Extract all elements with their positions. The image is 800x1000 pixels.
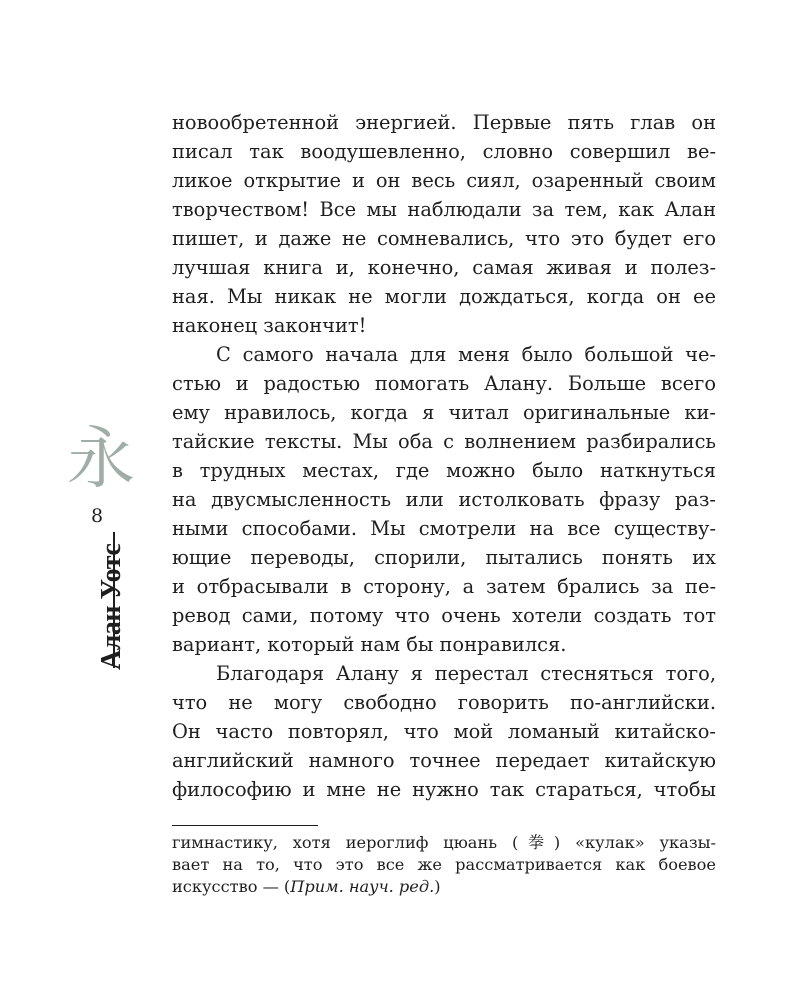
emblem-character: 永	[66, 420, 135, 499]
text-line: в трудных местах, где можно было наткнуться	[172, 459, 716, 482]
footnote-line: вает на то, что это все же рассматривается как боевое	[172, 855, 716, 874]
text-line: Благодаря Алану я перестал стесняться того,	[216, 662, 716, 685]
page-number: 8	[90, 505, 104, 527]
text-line: ему нравилось, когда я читал оригинальные ки-	[172, 401, 716, 424]
text-line: ревод сами, потому что очень хотели создать тот	[172, 604, 716, 627]
text-line: пишет, и даже не сомневались, что это будет его	[172, 227, 716, 250]
footnote-line	[172, 876, 716, 898]
text-line: ная. Мы никак не могли дождаться, когда он ее	[172, 285, 716, 308]
footnote-rule	[172, 825, 318, 826]
text-line: С самого начала для меня было большой че-	[216, 343, 716, 366]
text-line: ликое открытие и он весь сиял, озаренный своим	[172, 169, 716, 192]
text-line: и отбрасывали в сторону, а затем брались за пе-	[172, 575, 716, 598]
text-line: философию и мне не нужно так стараться, чтобы	[172, 778, 716, 801]
text-line: Он часто повторял, что мой ломаный китайско-	[172, 720, 716, 743]
body-text	[172, 108, 716, 804]
text-line: что не могу свободно говорить по-английски.	[172, 691, 716, 714]
footnote-line: гимнастику, хотя иероглиф цюань (拳) «кулак» указы-	[172, 833, 716, 852]
text-line: наконец закончит!	[172, 314, 367, 337]
editor-note: Прим. науч. ред.	[290, 877, 435, 896]
text-line: вариант, который нам бы понравился.	[172, 633, 567, 656]
text-line: на двусмысленность или истолковать фразу раз-	[172, 488, 716, 511]
footnote-text-end: )	[434, 877, 441, 896]
text-line: стью и радостью помогать Алану. Больше всего	[172, 372, 716, 395]
text-line: творчеством! Все мы наблюдали за тем, как Алан	[172, 198, 716, 221]
text-line: новообретенной энергией. Первые пять глав он	[172, 111, 716, 134]
text-line: английский намного точнее передает китайскую	[172, 749, 716, 772]
text-line: лучшая книга и, конечно, самая живая и полез-	[172, 256, 716, 279]
text-line: ющие переводы, спорили, пытались понять их	[172, 546, 716, 569]
footnote-text: искусство — (	[172, 877, 291, 896]
author-name: Алан Уотс	[96, 543, 127, 670]
footnote	[172, 832, 716, 898]
text-line: писал так воодушевленно, словно совершил ве-	[172, 140, 716, 163]
text-line: тайские тексты. Мы оба с волнением разбирались	[172, 430, 716, 453]
text-line: ными способами. Мы смотрели на все существу-	[172, 517, 716, 540]
